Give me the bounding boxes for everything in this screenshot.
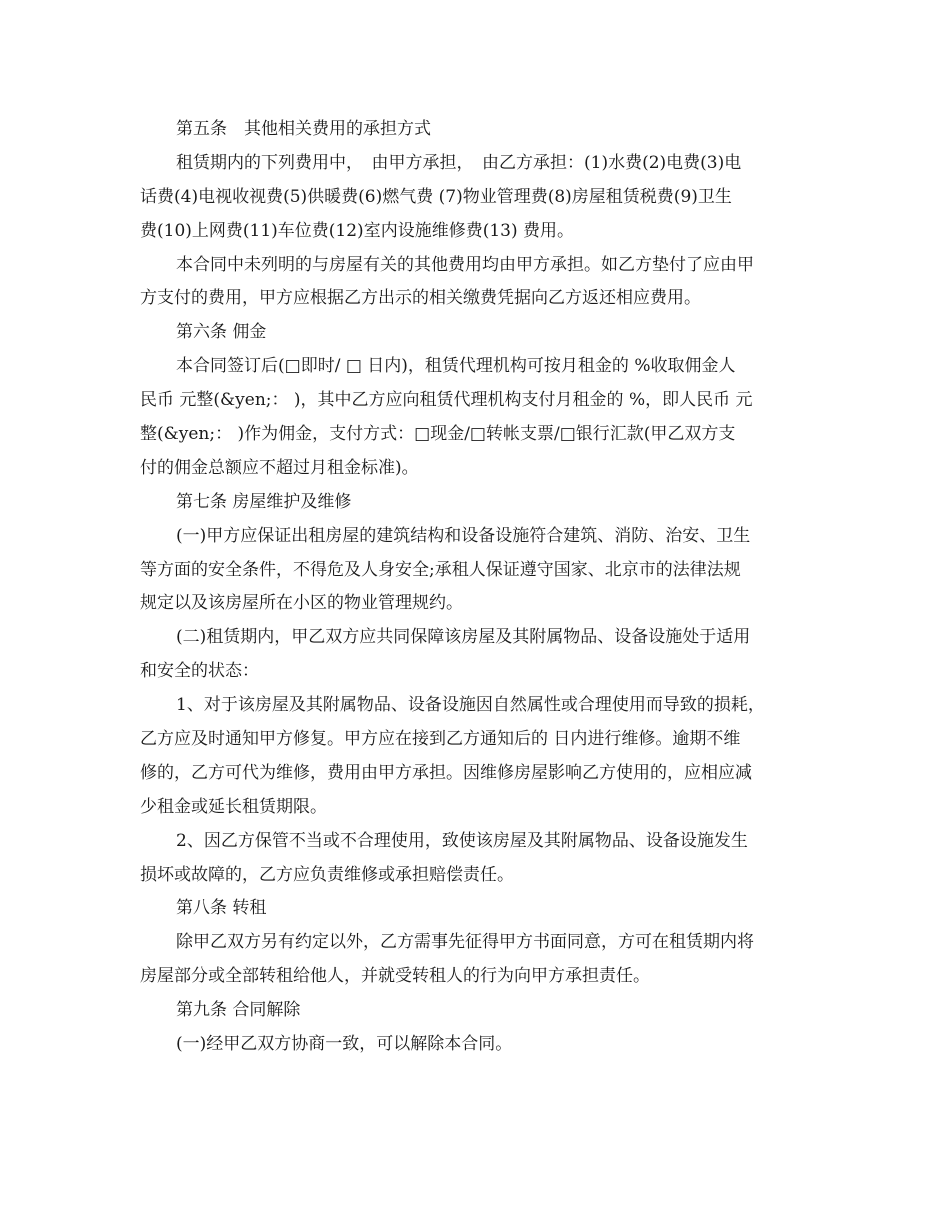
paragraph-line: 费(10)上网费(11)车位费(12)室内设施维修费(13) 费用。	[140, 220, 574, 241]
paragraph-line: 损坏或故障的，乙方应负责维修或承担赔偿责任。	[140, 864, 514, 885]
paragraph-line: 规定以及该房屋所在小区的物业管理规约。	[140, 593, 463, 614]
paragraph-line: 付的佣金总额应不超过月租金标准)。	[140, 457, 419, 478]
paragraph-line: 民币 元整(&yen;： )，其中乙方应向租赁代理机构支付月租金的 %，即人民币 元	[140, 390, 753, 411]
paragraph-line: (一)甲方应保证出租房屋的建筑结构和设备设施符合建筑、消防、治安、卫生	[176, 525, 751, 546]
paragraph-line: 方支付的费用，甲方应根据乙方出示的相关缴费凭据向乙方返还相应费用。	[140, 288, 701, 309]
paragraph-line: 本合同中未列明的与房屋有关的其他费用均由甲方承担。如乙方垫付了应由甲	[176, 254, 754, 275]
paragraph-line: 和安全的状态：	[140, 661, 259, 682]
paragraph-line: 除甲乙双方另有约定以外，乙方需事先征得甲方书面同意，方可在租赁期内将	[176, 932, 754, 953]
clause-6-heading: 第六条 佣金	[176, 322, 267, 343]
paragraph-line: 修的，乙方可代为维修，费用由甲方承担。因维修房屋影响乙方使用的，应相应减	[140, 762, 752, 783]
paragraph-line: 2、因乙方保管不当或不合理使用，致使该房屋及其附属物品、设备设施发生	[176, 830, 748, 851]
paragraph-line: 话费(4)电视收视费(5)供暖费(6)燃气费 (7)物业管理费(8)房屋租赁税费(9)卫生	[140, 186, 732, 207]
paragraph-line: 少租金或延长租赁期限。	[140, 796, 327, 817]
paragraph-line: (二)租赁期内，甲乙双方应共同保障该房屋及其附属物品、设备设施处于适用	[176, 627, 751, 648]
paragraph-line: 本合同签订后(□即时/ □ 日内)，租赁代理机构可按月租金的 %收取佣金人	[176, 356, 736, 377]
paragraph-line: 租赁期内的下列费用中， 由甲方承担， 由乙方承担：(1)水费(2)电费(3)电	[176, 152, 742, 173]
paragraph-line: 乙方应及时通知甲方修复。甲方应在接到乙方通知后的 日内进行维修。逾期不维	[140, 729, 741, 750]
paragraph-line: 等方面的安全条件，不得危及人身安全;承租人保证遵守国家、北京市的法律法规	[140, 559, 741, 580]
clause-8-heading: 第八条 转租	[176, 898, 267, 919]
paragraph-line: 1、对于该房屋及其附属物品、设备设施因自然属性或合理使用而导致的损耗，	[176, 695, 765, 716]
document-body	[140, 113, 810, 1062]
clause-5-heading: 第五条 其他相关费用的承担方式	[176, 119, 431, 139]
clause-9-heading: 第九条 合同解除	[176, 1000, 301, 1021]
paragraph-line: 房屋部分或全部转租给他人，并就受转租人的行为向甲方承担责任。	[140, 966, 650, 987]
clause-7-heading: 第七条 房屋维护及维修	[176, 491, 352, 512]
paragraph-line: (一)经甲乙双方协商一致，可以解除本合同。	[176, 1034, 513, 1055]
paragraph-line: 整(&yen;： )作为佣金，支付方式：□现金/□转帐支票/□银行汇款(甲乙双方支	[140, 424, 736, 445]
